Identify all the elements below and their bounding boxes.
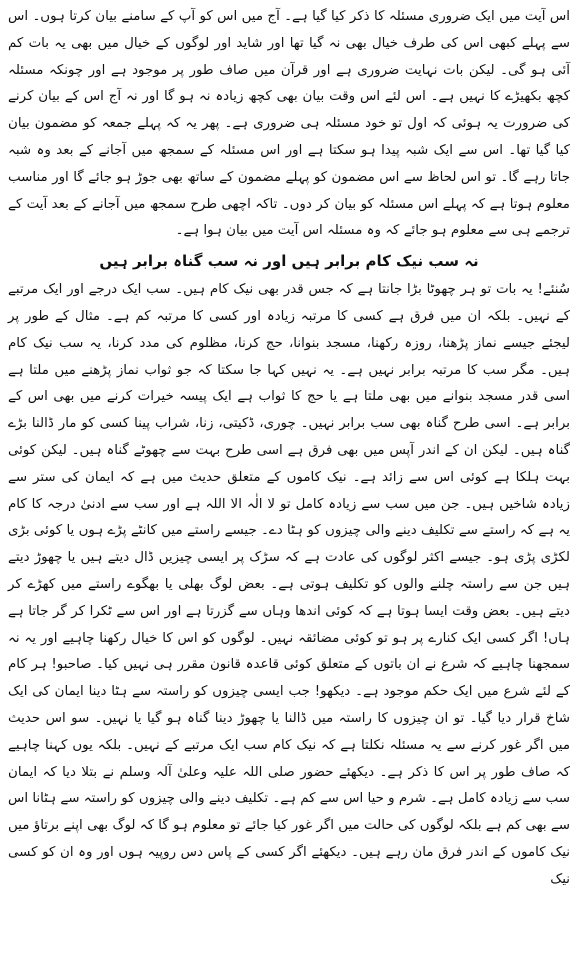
body-paragraph-intro: اس آیت میں ایک ضروری مسئلہ کا ذکر کیا گیا ہے۔ آج میں اس کو آپ کے سامنے بیان کرتا ہوں۔ اس سے پہلے کبھی اس کی طرف خیال بھی نہ گیا تھا اور شاید اور لوگوں کے خیال میں بھی یہ بات کم آئی ہو گی۔ لیکن بات نہایت ضروری ہے اور قرآن میں صاف طور پر موجود ہے اور چونکہ مسئلہ کچھ بکھیڑے کا نہیں ہے۔ اس لئے اس وقت بیان بھی کچھ زیادہ نہ ہو گا اور نہ آج اس کے بیان کرنے کی ضرورت یہ ہوئی کہ اول تو خود مسئلہ ہی ضروری ہے۔ پھر یہ کہ پہلے جمعہ کو مضمون بیان کیا گیا تھا۔ اس سے ایک شبہ پیدا ہو سکتا ہے اور اس مسئلہ کے سمجھ میں آجانے کے بعد وہ شبہ جاتا رہے گا۔ تو اس لحاظ سے اس مضمون کو پہلے مضمون کے ساتھ بھی جوڑ ہو جائے گا اور مناسب معلوم ہوتا ہے کہ پہلے اس مسئلہ کو بیان کر دوں۔ تاکہ اچھی طرح سمجھ میں آجانے کے بعد آیت کے ترجمے ہی سے معلوم ہو جائے کہ وہ مسئلہ اس آیت میں بیان ہوا ہے۔ bbox=[8, 9, 570, 239]
section-heading: نہ سب نیک کام برابر ہیں اور نہ سب گناہ برابر ہیں bbox=[99, 252, 479, 271]
body-paragraph-main: سُنئے! یہ بات تو ہر چھوٹا بڑا جانتا ہے کہ جس قدر بھی نیک کام ہیں۔ سب ایک درجے اور ایک مرتبے کے نہیں۔ بلکہ ان میں فرق ہے کسی کا مرتبہ زیادہ اور کسی کا مرتبہ کم ہے۔ مثال کے طور پر لیجئے جیسے نماز پڑھنا، روزہ رکھنا، مسجد بنوانا، حج کرنا، مظلوم کی مدد کرنا، یہ سب نیک کام ہیں۔ مگر سب کا مرتبہ برابر نہیں ہے۔ یہ نہیں کہا جا سکتا کہ جو ثواب نماز پڑھنے میں ملتا ہے اسی قدر مسجد بنوانے میں بھی ملتا ہے یا حج کا ثواب ہے ایک پیسہ خیرات کرنے میں بھی اس کے برابر ہے۔ اسی طرح گناہ بھی سب برابر نہیں۔ چوری، ڈکیتی، زنا، شراب پینا کسی کو مار ڈالنا بڑے گناہ ہیں۔ لیکن ان کے اندر آپس میں بھی فرق ہے اسی طرح بہت سے چھوٹے گناہ ہیں۔ لیکن کوئی بہت ہلکا ہے کوئی اس سے زائد ہے۔ نیک کاموں کے متعلق حدیث میں ہے کہ ایمان کی ستر سے زیادہ شاخیں ہیں۔ جن میں سب سے زیادہ کامل تو لا الٰہ الا اللہ ہے اور سب سے ادنیٰ درجہ کا کام یہ ہے کہ راستے سے تکلیف دینے والی چیزوں کو ہٹا دے۔ جیسے راستے میں کانٹے پڑے ہوں یا کوئی بڑی لکڑی پڑی ہو۔ جیسے اکثر لوگوں کی عادت ہے کہ سڑک پر ایسی چیزیں ڈال دیتے ہیں یا چھوڑ دیتے ہیں جن سے راستہ چلنے والوں کو تکلیف ہوتی ہے۔ بعض لوگ بھلی یا بھگوے راستے میں کھڑے کر دیتے ہیں۔ بعض وقت ایسا ہوتا ہے کہ کوئی اندھا وہاں سے گزرتا ہے اور اس سے ٹکرا کر گر جاتا ہے ہاں! اگر کسی ایک کنارے پر ہو تو کوئی مضائقہ نہیں۔ لوگوں کو اس کا خیال رکھنا چاہیے اور یہ نہ سمجھنا چاہیے کہ شرع نے ان باتوں کے متعلق کوئی قاعدہ قانون مقرر ہی نہیں کیا۔ صاحبو! ہر کام کے لئے شرع میں ایک حکم موجود ہے۔ دیکھو! جب ایسی چیزوں کو راستہ سے ہٹا دینا ایمان کی ایک شاخ قرار دیا گیا۔ تو ان چیزوں کا راستہ میں ڈالنا یا چھوڑ دینا گناہ ہو گیا یا نہیں۔ سو اس حدیث میں اگر غور کرنے سے یہ مسئلہ نکلتا ہے کہ نیک کام سب ایک مرتبے کے نہیں۔ بلکہ یوں کہنا چاہیے کہ صاف طور پر اس کا ذکر ہے۔ دیکھئے حضور صلی اللہ علیہ وعلیٰ آلہ وسلم نے بتلا دیا کہ ایمان سب سے زیادہ کامل ہے۔ شرم و حیا اس سے کم ہے۔ تکلیف دینے والی چیزوں کو راستہ سے ہٹانا اس سے بھی کم ہے بلکہ لوگوں کی حالت میں اگر غور کیا جائے تو معلوم ہو گا کہ لوگ بھی اپنے برتاؤ میں نیک کاموں کے اندر فرق مان رہے ہیں۔ دیکھئے اگر کسی کے پاس دس روپیہ ہوں اور وہ ان کو کسی نیک bbox=[8, 282, 570, 887]
